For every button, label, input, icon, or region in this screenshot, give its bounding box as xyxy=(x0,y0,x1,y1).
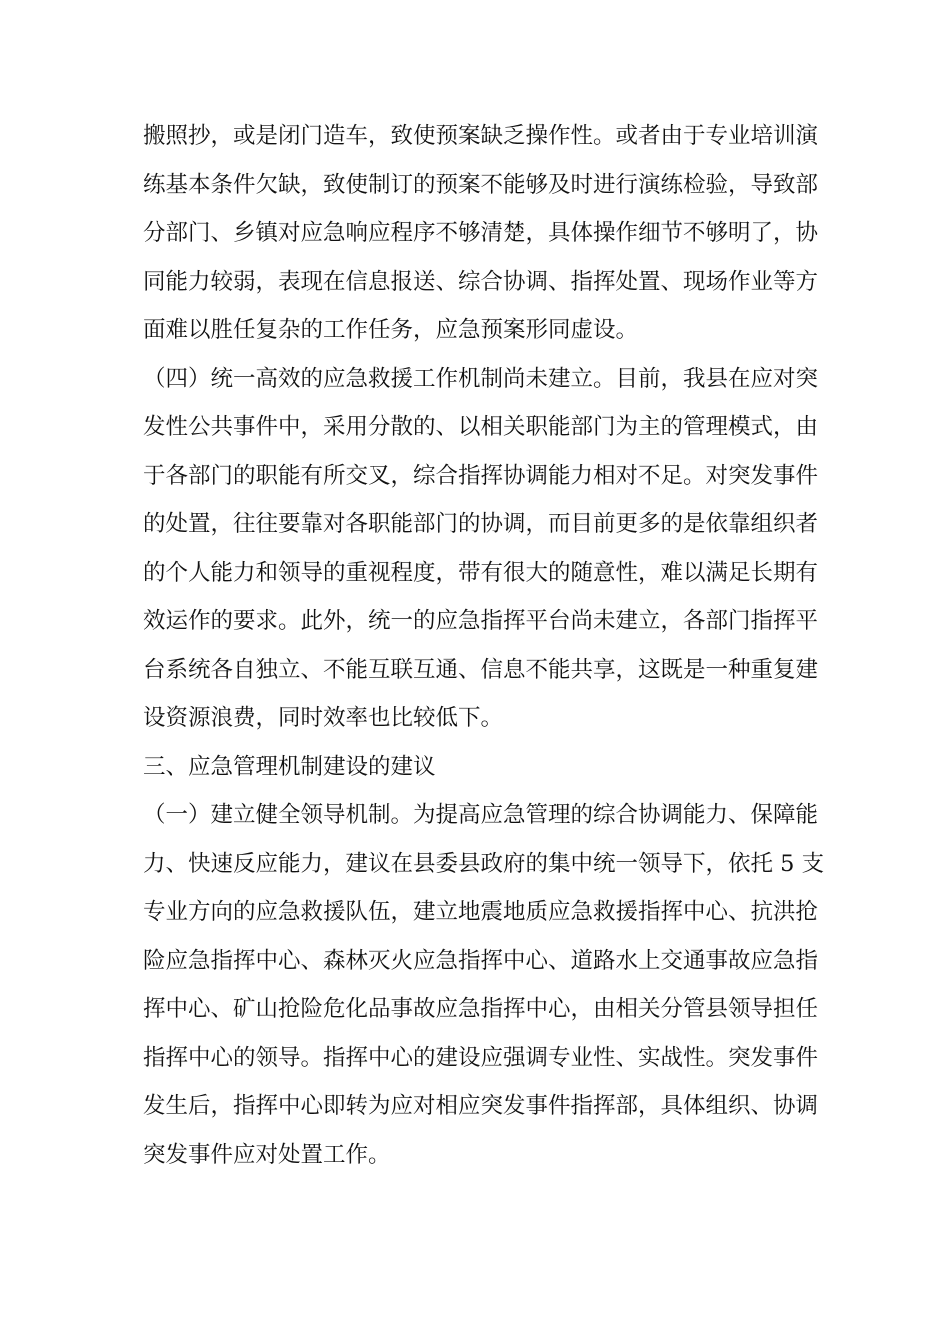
text-line: 的个人能力和领导的重视程度，带有很大的随意性，难以满足长期有 xyxy=(143,559,819,586)
text-line: 挥中心、矿山抢险危化品事故应急指挥中心，由相关分管县领导担任 xyxy=(143,996,819,1022)
text-line: 分部门、乡镇对应急响应程序不够清楚，具体操作细节不够明了，协 xyxy=(143,220,819,246)
text-line: 练基本条件欠缺，致使制订的预案不能够及时进行演练检验，导致部 xyxy=(143,171,819,198)
chapter-heading: 三、应急管理机制建设的建议 xyxy=(143,753,436,780)
text-line: 面难以胜任复杂的工作任务，应急预案形同虚设。 xyxy=(143,317,639,343)
text-line: 搬照抄，或是闭门造车，致使预案缺乏操作性。或者由于专业培训演 xyxy=(143,123,819,149)
text-line: 发性公共事件中，采用分散的、以相关职能部门为主的管理模式，由 xyxy=(143,414,819,440)
text-line: 设资源浪费，同时效率也比较低下。 xyxy=(143,705,504,731)
text-line: 力、快速反应能力，建议在县委县政府的集中统一领导下，依托 5 支 xyxy=(143,850,825,877)
text-line: 突发事件应对处置工作。 xyxy=(143,1141,391,1168)
text-line: 专业方向的应急救援队伍，建立地震地质应急救援指挥中心、抗洪抢 xyxy=(143,899,819,925)
section-heading-line: （四）统一高效的应急救援工作机制尚未建立。目前，我县在应对突 xyxy=(143,365,819,392)
text-line: 指挥中心的领导。指挥中心的建设应强调专业性、实战性。突发事件 xyxy=(143,1044,819,1071)
text-line: 效运作的要求。此外，统一的应急指挥平台尚未建立，各部门指挥平 xyxy=(143,608,819,634)
text-line: 于各部门的职能有所交叉，综合指挥协调能力相对不足。对突发事件 xyxy=(143,462,819,489)
text-line: 同能力较弱，表现在信息报送、综合协调、指挥处置、现场作业等方 xyxy=(143,268,819,295)
text-line: 险应急指挥中心、森林灭火应急指挥中心、道路水上交通事故应急指 xyxy=(143,947,819,974)
text-line: 的处置，往往要靠对各职能部门的协调，而目前更多的是依靠组织者 xyxy=(143,511,819,537)
document-body xyxy=(143,112,825,1179)
text-line: 发生后，指挥中心即转为应对相应突发事件指挥部，具体组织、协调 xyxy=(143,1093,819,1119)
text-line: 台系统各自独立、不能互联互通、信息不能共享，这既是一种重复建 xyxy=(143,656,819,683)
section-heading-line: （一）建立健全领导机制。为提高应急管理的综合协调能力、保障能 xyxy=(143,802,819,828)
